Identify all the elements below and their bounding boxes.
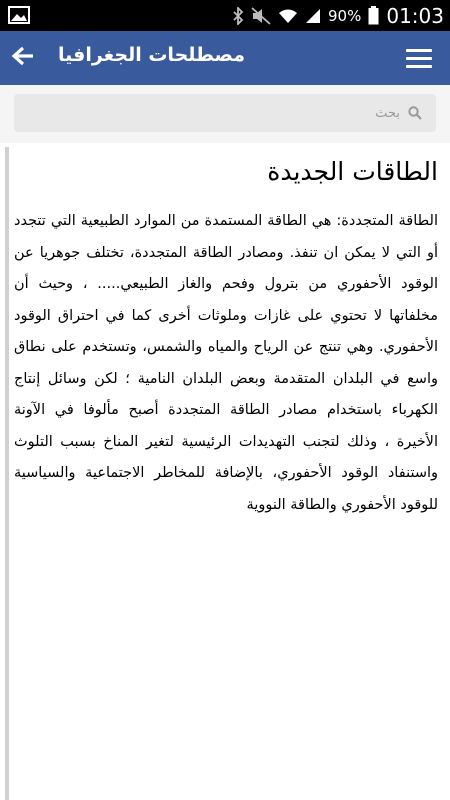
- search-box[interactable]: [14, 94, 436, 132]
- battery-icon: [368, 6, 379, 25]
- clock: 01:03: [386, 3, 444, 28]
- back-button[interactable]: [6, 41, 40, 75]
- wifi-icon: [278, 8, 298, 24]
- image-icon: [8, 6, 30, 24]
- search-icon: [408, 105, 422, 124]
- page-title: مصطلحات الجغرافيا: [58, 44, 246, 66]
- menu-button[interactable]: [406, 43, 436, 73]
- status-icons: [232, 0, 444, 31]
- search-input[interactable]: [14, 94, 436, 132]
- article-body: الطاقة المتجددة: هي الطاقة المستمدة من الموارد الطبيعية التي تتجدد أو التي لا يمكن ان تنفذ. ومصادر الطاقة المتجددة، تختلف جوهريا عن الوقود الأحفوري من بترول وفحم والغاز الطبيعي..... ، وحيث أن مخلفاتها لا تحتوي على غازات وملوثات أخرى كما في احتراق الوقود الأحفوري. وهي تنتج عن الرياح والمياه والشمس، وتستخدم على نطاق واسع في البلدان المتقدمة وبعض البلدان النامية ؛ لكن وسائل إنتاج الكهرباء باستخدام مصادر الطاقة المتجددة أصبح مألوفا في الآونة الأخيرة ، وذلك لتجنب التهديدات الرئيسية لتغير المناخ بسبب التلوث واستنفاد الوقود الأحفوري، بالإضافة للمخاطر الاجتماعية والسياسية للوقود الأحفوري والطاقة النووية: [14, 213, 438, 513]
- status-bar: [0, 0, 450, 31]
- hamburger-menu-icon: [406, 49, 432, 52]
- mute-icon: [251, 7, 271, 25]
- article-title: الطاقات الجديدة: [267, 157, 438, 186]
- search-bar-container: [0, 85, 450, 143]
- app-bar: [0, 31, 450, 85]
- arrow-back-icon: [11, 46, 35, 70]
- signal-icon: [305, 8, 321, 24]
- bluetooth-icon: [232, 7, 244, 25]
- battery-percent: 90%: [328, 6, 362, 25]
- article: [12, 150, 440, 521]
- content-divider: [5, 147, 9, 800]
